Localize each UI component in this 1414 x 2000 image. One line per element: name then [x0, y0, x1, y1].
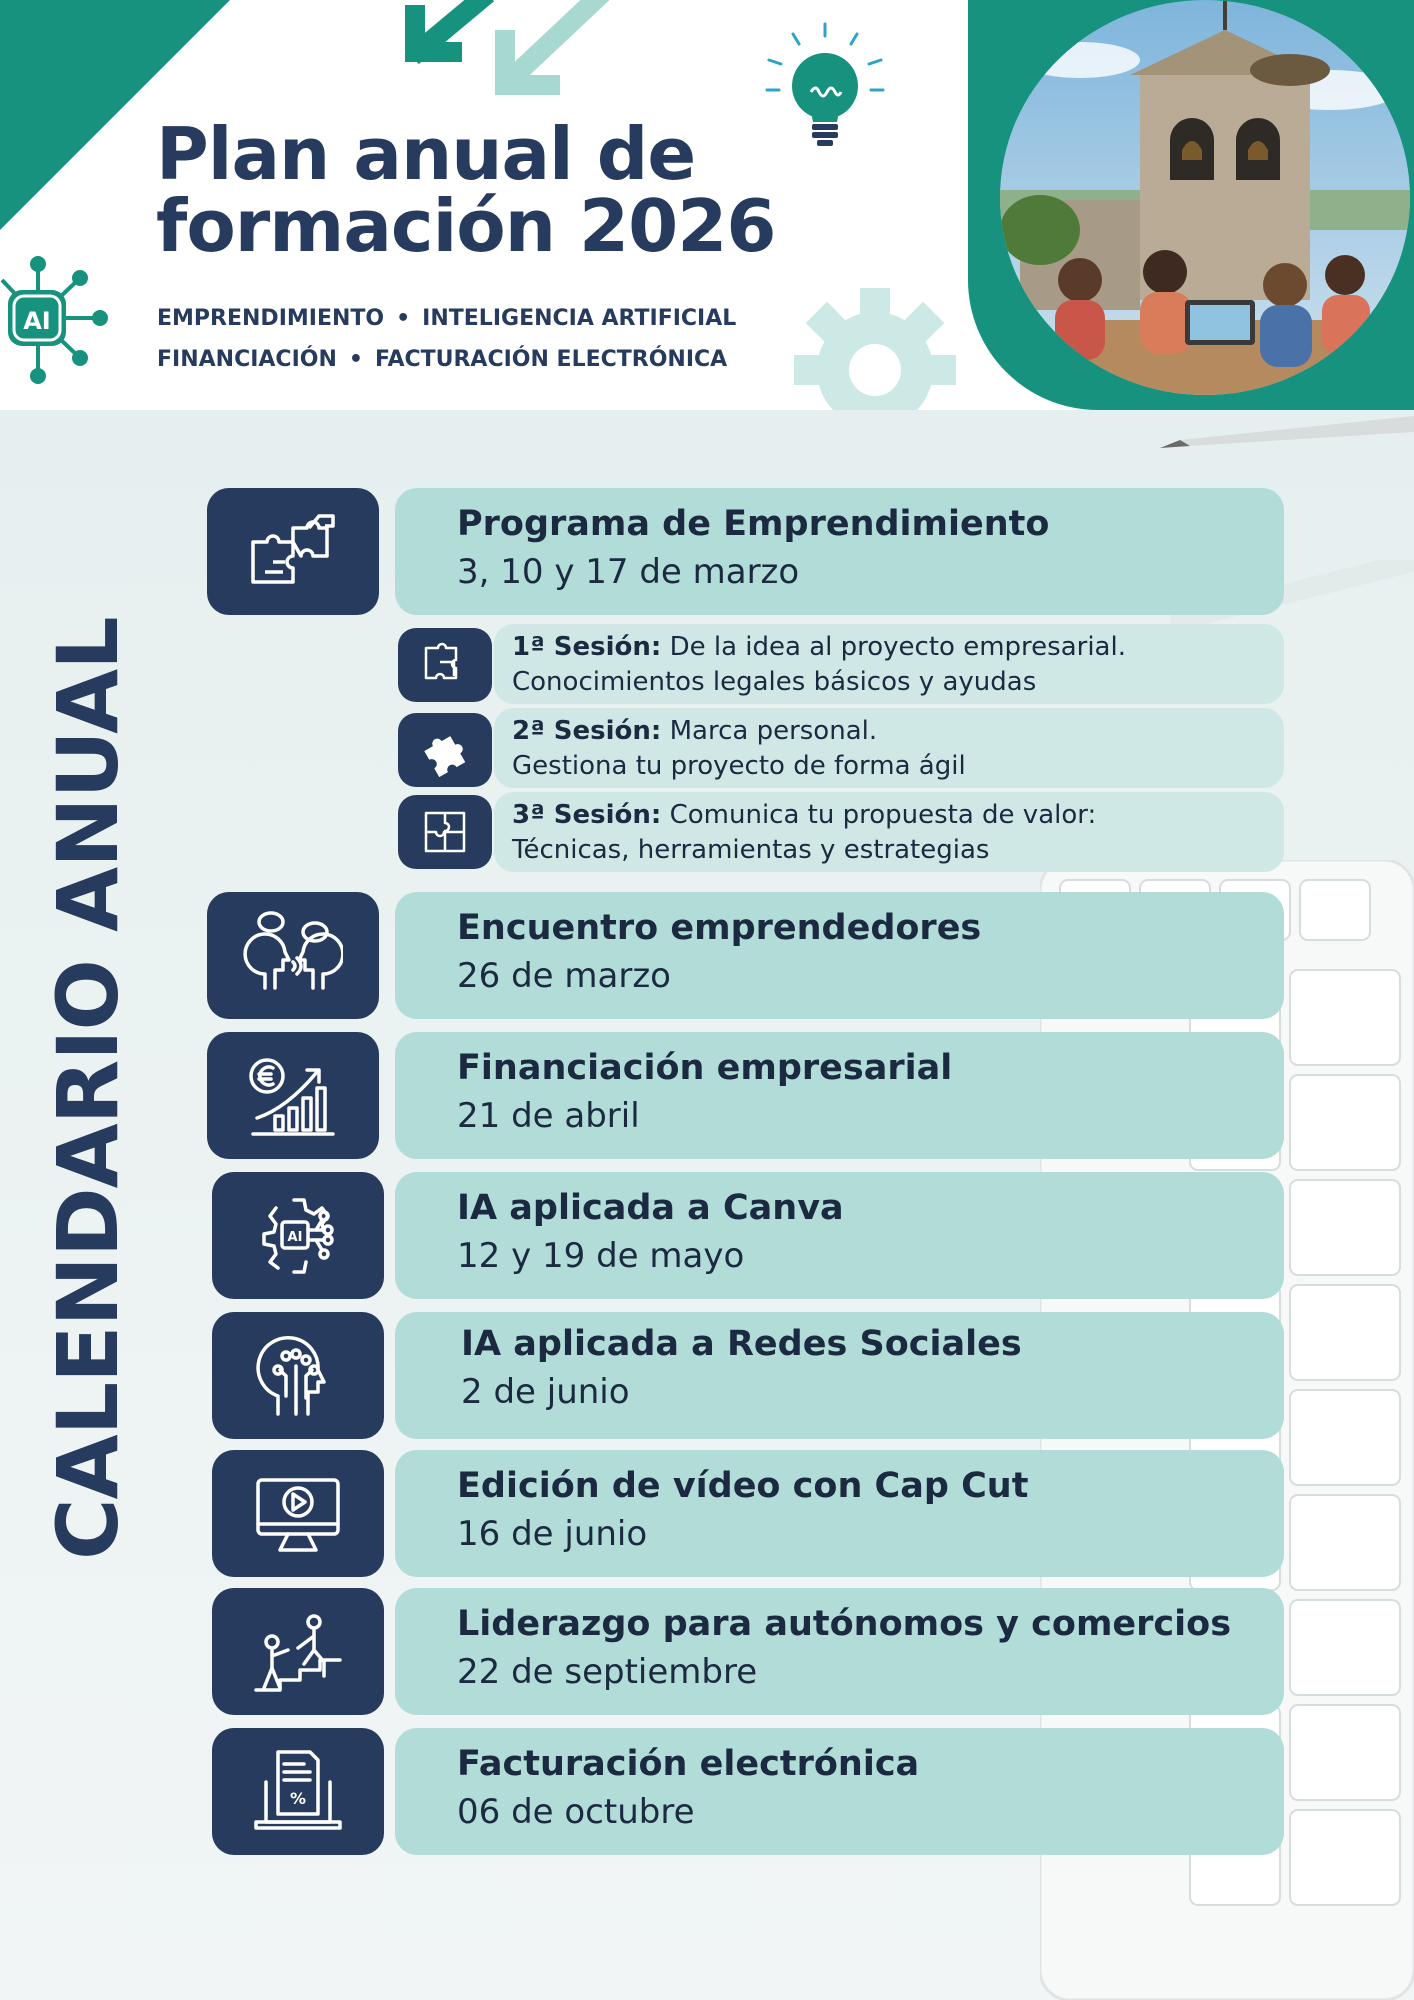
- session-label: 1ª Sesión:: [512, 632, 662, 662]
- event-date: 21 de abril: [457, 1096, 640, 1136]
- session-line-2: Técnicas, herramientas y estrategias: [512, 835, 990, 865]
- lightbulb-icon: [755, 22, 895, 172]
- event-encuentro-emprendedores: [395, 892, 1284, 1019]
- event-title: Programa de Emprendimiento: [457, 504, 1050, 544]
- session-line-1: De la idea al proyecto empresarial.: [669, 632, 1126, 662]
- ai-gear-icon-box: [212, 1172, 384, 1299]
- event-ia-redes-sociales: [395, 1312, 1284, 1439]
- people-talking-icon: [243, 906, 343, 1006]
- event-title: IA aplicada a Redes Sociales: [461, 1324, 1022, 1364]
- event-facturacion-electronica: [395, 1728, 1284, 1855]
- topic-separator: •: [396, 306, 411, 331]
- puzzle-piece-icon: [418, 723, 472, 777]
- event-date: 12 y 19 de mayo: [457, 1236, 745, 1276]
- event-edicion-video: [395, 1450, 1284, 1577]
- session-line-1: Comunica tu propuesta de valor:: [669, 800, 1097, 830]
- event-date: 22 de septiembre: [457, 1652, 758, 1692]
- ai-network-icon: [0, 250, 110, 390]
- header: [0, 0, 1414, 410]
- event-title: Edición de vídeo con Cap Cut: [457, 1466, 1029, 1506]
- arrows-decoration: [400, 0, 630, 100]
- euro-growth-chart-icon: [243, 1046, 343, 1146]
- ai-head-icon: [248, 1326, 348, 1426]
- video-monitor-icon-box: [212, 1450, 384, 1577]
- session-2: [494, 708, 1284, 788]
- session-line-2: Gestiona tu proyecto de forma ágil: [512, 751, 966, 781]
- ai-head-icon-box: [212, 1312, 384, 1439]
- event-title: IA aplicada a Canva: [457, 1188, 844, 1228]
- event-programa-emprendimiento: [395, 488, 1284, 615]
- event-ia-canva: [395, 1172, 1284, 1299]
- session-1: [494, 624, 1284, 704]
- topics-list: [157, 298, 736, 380]
- svg-text:%: %: [289, 1789, 307, 1808]
- puzzle-hand-icon-box: [207, 488, 379, 615]
- event-title: Financiación empresarial: [457, 1048, 953, 1088]
- event-title: Encuentro emprendedores: [457, 908, 982, 948]
- people-talking-icon-box: [207, 892, 379, 1019]
- leadership-climb-icon: [248, 1602, 348, 1702]
- puzzle-pieces-icon-box: [398, 628, 492, 702]
- session-text: [512, 630, 1126, 700]
- church-photo: [1000, 0, 1410, 395]
- invoice-laptop-icon-box: [212, 1728, 384, 1855]
- topic-facturacion-electronica: FACTURACIÓN ELECTRÓNICA: [374, 347, 728, 372]
- event-date: 06 de octubre: [457, 1792, 695, 1832]
- topic-inteligencia-artificial: INTELIGENCIA ARTIFICIAL: [422, 306, 737, 331]
- session-text: [512, 798, 1096, 868]
- page-title: [156, 112, 776, 268]
- session-3: [494, 792, 1284, 872]
- session-text: [512, 714, 966, 784]
- event-title: Liderazgo para autónomos y comercios: [457, 1604, 1232, 1644]
- puzzle-square-icon-box: [398, 795, 492, 869]
- leadership-climb-icon-box: [212, 1588, 384, 1715]
- pencil-decoration: [1150, 410, 1414, 450]
- topics-row-1: [157, 298, 736, 339]
- topic-financiacion: FINANCIACIÓN: [157, 347, 337, 372]
- event-liderazgo: [395, 1588, 1284, 1715]
- title-line-1: Plan anual de: [156, 112, 696, 196]
- puzzle-pieces-icon: [418, 638, 472, 692]
- euro-growth-chart-icon-box: [207, 1032, 379, 1159]
- ai-gear-icon: [248, 1186, 348, 1286]
- ai-badge-text: AI: [23, 307, 51, 335]
- event-date: 16 de junio: [457, 1514, 648, 1554]
- event-financiacion-empresarial: [395, 1032, 1284, 1159]
- title-line-2: formación 2026: [156, 184, 776, 268]
- gear-icon: [790, 280, 960, 410]
- event-title: Facturación electrónica: [457, 1744, 920, 1784]
- svg-text:AI: AI: [287, 1230, 303, 1245]
- puzzle-piece-icon-box: [398, 713, 492, 787]
- session-label: 3ª Sesión:: [512, 800, 662, 830]
- video-monitor-icon: [248, 1464, 348, 1564]
- topic-emprendimiento: EMPRENDIMIENTO: [157, 306, 385, 331]
- event-date: 2 de junio: [461, 1372, 630, 1412]
- session-label: 2ª Sesión:: [512, 716, 662, 746]
- puzzle-hand-icon: [243, 502, 343, 602]
- session-line-1: Marca personal.: [669, 716, 878, 746]
- event-date: 26 de marzo: [457, 956, 671, 996]
- session-line-2: Conocimientos legales básicos y ayudas: [512, 667, 1037, 697]
- puzzle-square-icon: [418, 805, 472, 859]
- invoice-laptop-icon: [248, 1742, 348, 1842]
- topics-row-2: [157, 339, 736, 380]
- calendario-anual-label: CALENDARIO ANUAL: [39, 617, 137, 1560]
- topic-separator: •: [348, 347, 363, 372]
- event-date: 3, 10 y 17 de marzo: [457, 552, 800, 592]
